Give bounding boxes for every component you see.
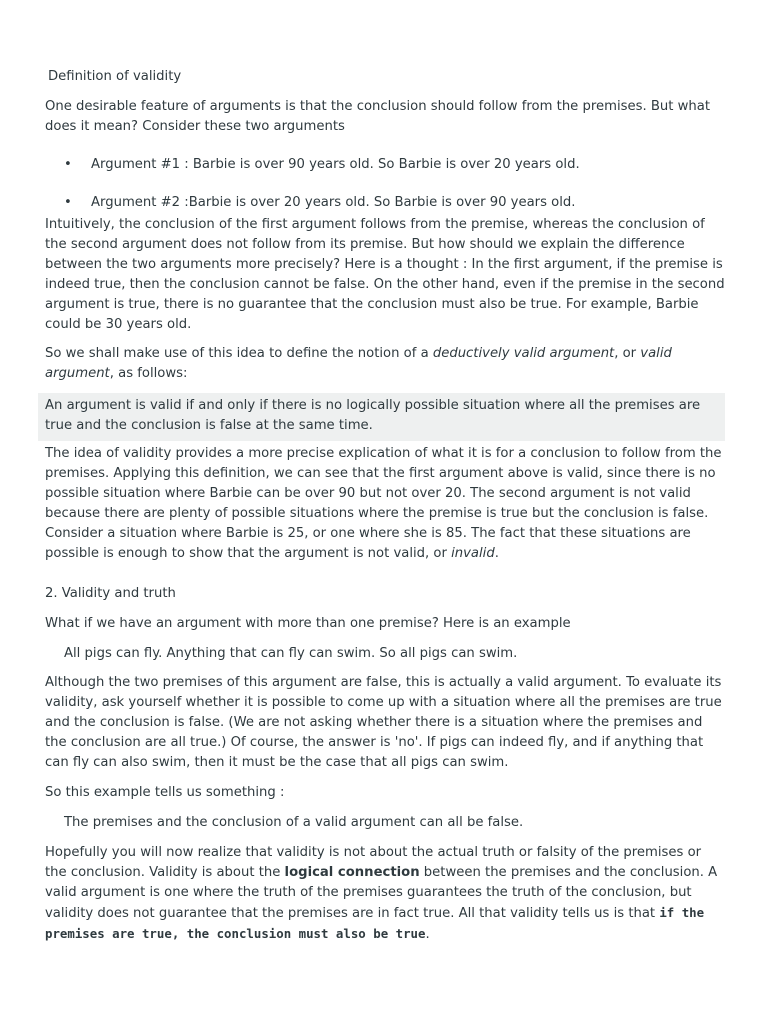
term-invalid: invalid	[451, 546, 495, 561]
definition-callout	[38, 393, 725, 441]
term-deductively-valid: deductively valid argument	[432, 346, 615, 361]
bullet-icon: •	[64, 157, 72, 172]
paragraph-tells-us: So this example tells us something :	[45, 785, 285, 800]
text-run: , or	[614, 346, 641, 361]
paragraph-define-notion	[45, 344, 725, 384]
list-item-text: Argument #2 :Barbie is over 20 years old. So Barbie is over 90 years old.	[91, 195, 576, 210]
paragraph-intuitively: Intuitively, the conclusion of the first argument follows from the premise, whereas the conclusion of the second argument does not follow from its premise. But how should we explain the difference between the two arguments more precisely? Here is a thought : In the first argument, if the premise is indeed true, then the conclusion cannot be false. On the other hand, even if the premise in the second argument is true, there is no guarantee that the conclusion must also be true. For example, Barbie could be 30 years old.	[45, 217, 725, 332]
paragraph-logical-connection	[45, 843, 725, 945]
text-run: .	[494, 546, 499, 561]
paragraph-pigs-validity: Although the two premises of this argument are false, this is actually a valid argument. To evaluate its validity, ask yourself whether it is possible to come up with a situation where all the premises are true and the conclusion is false. (We are not asking whether there is a situation where the premises and the conclusion are all true.) Of course, the answer is 'no'. If pigs can indeed fly, and if anything that can fly can also swim, then it must be the case that all pigs can swim.	[45, 675, 722, 770]
paragraph-explication	[45, 444, 725, 564]
bullet-icon: •	[64, 195, 72, 210]
text-run: So we shall make use of this idea to define the notion of a	[45, 346, 433, 361]
text-run: The idea of validity provides a more precise explication of what it is for a conclusion to follow from the premises. Applying this definition, we can see that the first argument above is valid, since there is no possible situation where Barbie can be over 90 but not over 20. The second argument is not valid because there are plenty of possible situations where the premise is true but the conclusion is false. Consider a situation where Barbie is 25, or one where she is 85. The fact that these situations are possible is enough to show that the argument is not valid, or	[45, 446, 722, 561]
definition-text: An argument is valid if and only if there is no logically possible situation where all the premises are true and the conclusion is false at the same time.	[45, 398, 701, 433]
text-run: Hopefully you will now realize that validity is not about the actual truth or falsity of the premises or the conclusion. Validity is about the	[45, 845, 702, 880]
list-item-text: Argument #1 : Barbie is over 90 years old. So Barbie is over 20 years old.	[91, 157, 580, 172]
lesson-statement: The premises and the conclusion of a valid argument can all be false.	[64, 815, 524, 830]
text-run: .	[425, 927, 430, 942]
section-heading-validity-truth: 2. Validity and truth	[45, 586, 176, 601]
text-run: , as follows:	[109, 366, 188, 381]
intro-paragraph: One desirable feature of arguments is that the conclusion should follow from the premises. But what does it mean? Consider these two arguments	[45, 99, 711, 134]
term-valid-argument: valid argument	[45, 346, 672, 381]
paragraph-more-premises: What if we have an argument with more than one premise? Here is an example	[45, 616, 571, 631]
term-logical-connection: logical connection	[284, 865, 420, 880]
key-claim: if the premises are true, the conclusion must also be true	[45, 905, 705, 941]
example-argument: All pigs can fly. Anything that can fly can swim. So all pigs can swim.	[64, 646, 518, 661]
text-run: between the premises and the conclusion. A valid argument is one where the truth of the premises guarantees the truth of the conclusion, but validity does not guarantee that the premises are in fact true. All that validity tells us is that	[45, 865, 718, 921]
section-heading-definition: Definition of validity	[48, 69, 182, 84]
